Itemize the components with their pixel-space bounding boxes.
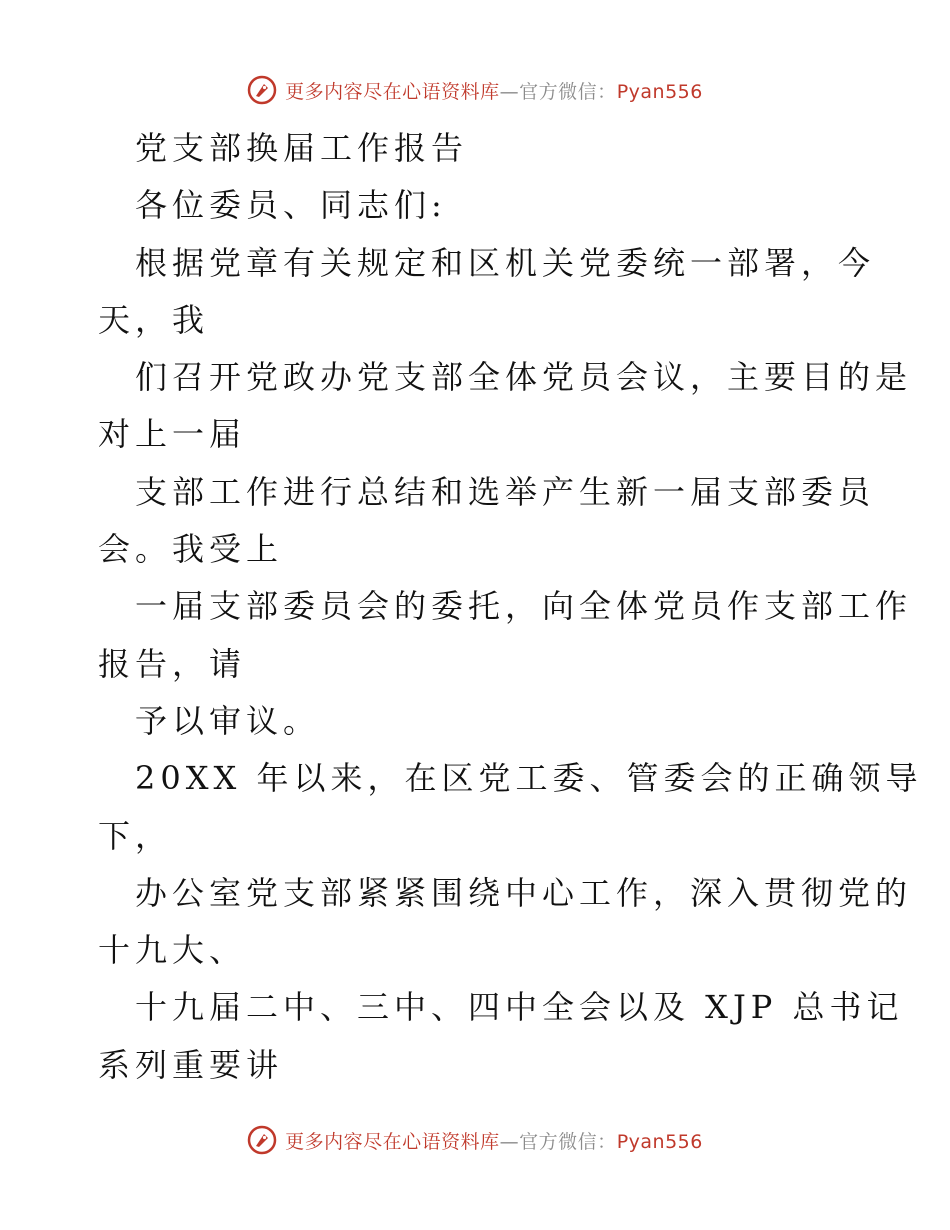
banner-wechat-id: Pyan556 bbox=[616, 1130, 703, 1153]
paragraph-line: 们召开党政办党支部全体党员会议，主要目的是 bbox=[135, 358, 913, 397]
paragraph-line: 予以审议。 bbox=[135, 701, 321, 740]
header-banner bbox=[0, 70, 950, 110]
paragraph-line: 对上一届 bbox=[98, 415, 247, 454]
paragraph-line: 支部工作进行总结和选举产生新一届支部委员 bbox=[135, 472, 876, 511]
banner-site-name: 更多内容尽在心语资料库 bbox=[285, 1130, 500, 1153]
footer-banner bbox=[0, 1120, 950, 1160]
paragraph-line: 十九大、 bbox=[98, 931, 247, 970]
paragraph-line: 会。我受上 bbox=[98, 530, 284, 569]
banner-wechat-label: —官方微信： bbox=[499, 80, 617, 103]
paragraph-line: 一届支部委员会的委托，向全体党员作支部工作 bbox=[135, 587, 913, 626]
paragraph-line: 根据党章有关规定和区机关党委统一部署，今 bbox=[135, 243, 876, 282]
banner-wechat-label: —官方微信： bbox=[499, 1130, 617, 1153]
salutation: 各位委员、同志们: bbox=[135, 186, 447, 225]
paragraph-line: 天，我 bbox=[98, 300, 210, 339]
paragraph-line: 办公室党支部紧紧围绕中心工作，深入贯彻党的 bbox=[135, 873, 913, 912]
banner-site-name: 更多内容尽在心语资料库 bbox=[285, 80, 500, 103]
document-title: 党支部换届工作报告 bbox=[135, 129, 469, 167]
paragraph-line: 十九届二中、三中、四中全会以及 XJP 总书记 bbox=[135, 988, 904, 1027]
header-banner-text bbox=[285, 77, 703, 104]
paragraph-line: 20XX 年以来，在区党工委、管委会的正确领导 bbox=[135, 759, 923, 798]
paragraph-line: 系列重要讲 bbox=[98, 1045, 284, 1084]
pen-nib-logo-icon bbox=[247, 1125, 277, 1155]
footer-banner-text bbox=[285, 1127, 703, 1154]
paragraph-line: 下， bbox=[98, 816, 173, 855]
pen-nib-logo-icon bbox=[247, 75, 277, 105]
document-body bbox=[98, 120, 923, 1094]
paragraph-line: 报告，请 bbox=[98, 644, 247, 683]
banner-wechat-id: Pyan556 bbox=[616, 80, 703, 103]
